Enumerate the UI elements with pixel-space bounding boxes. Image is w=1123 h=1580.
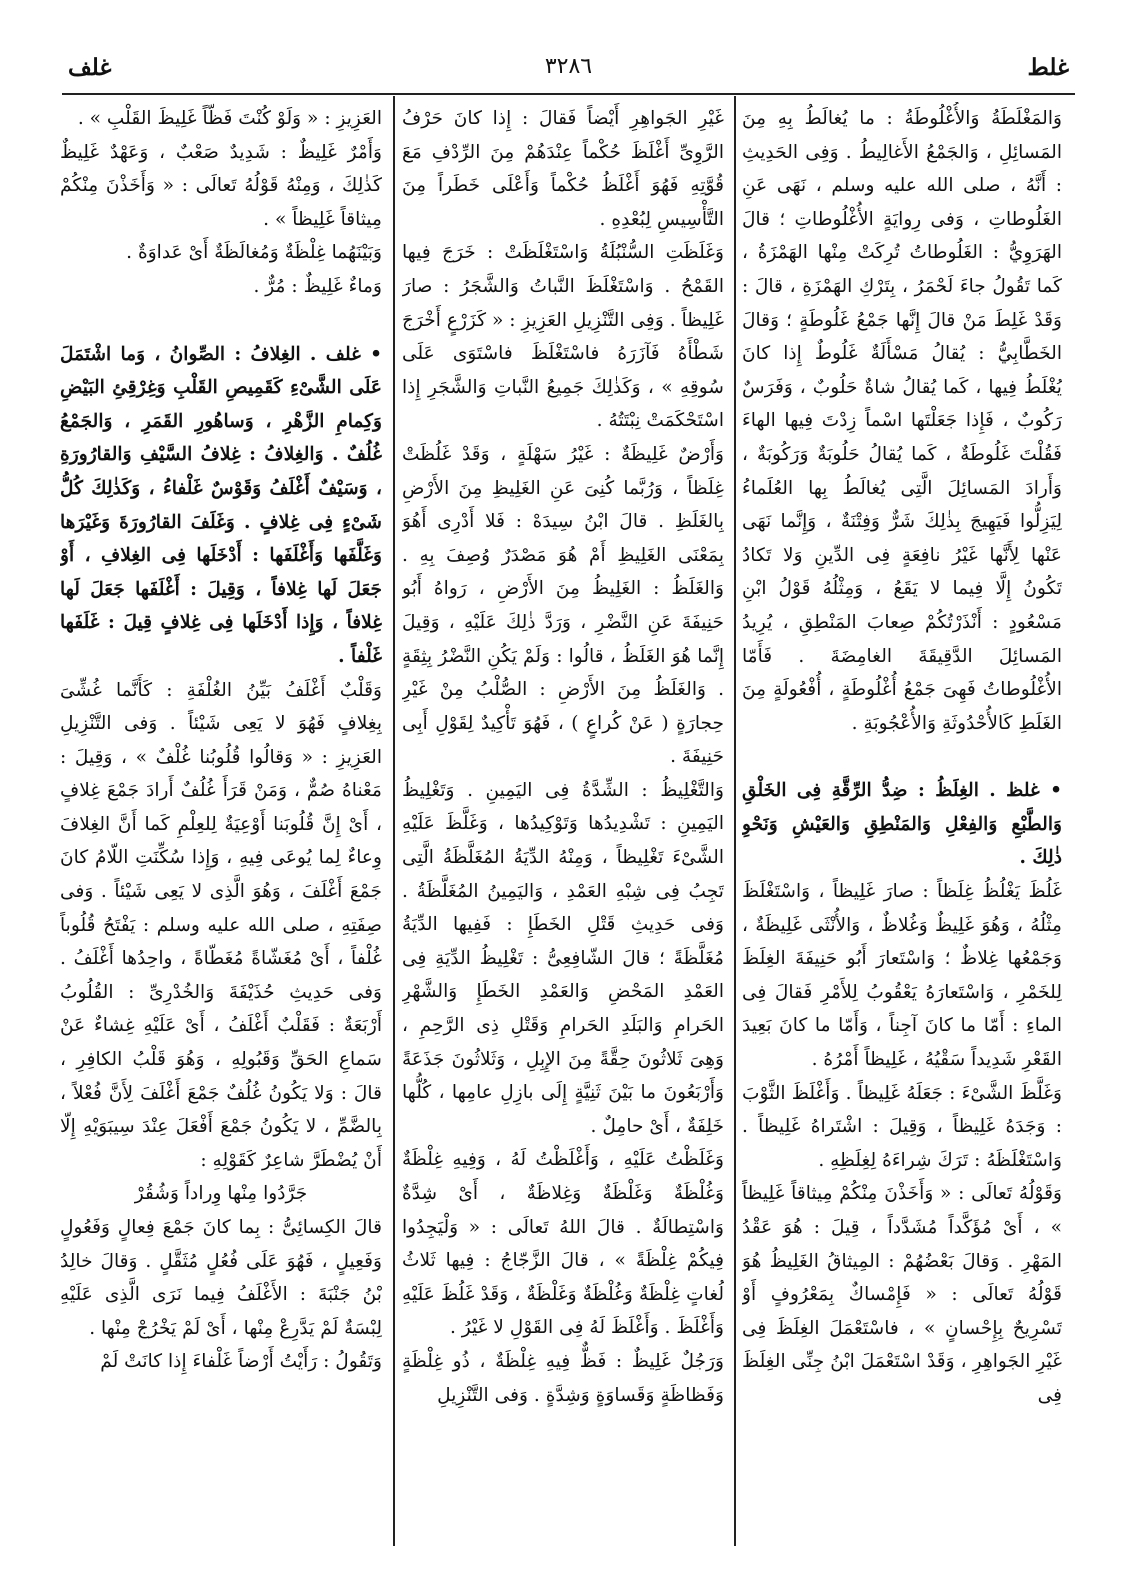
paragraph: وَماءٌ غَلِيظٌ : مُرٌّ . [253, 275, 382, 297]
running-headword-left: غلف [68, 54, 112, 81]
paragraph: وَغَلَظْتُ عَلَيْهِ ، وَأَغْلَظْتُ لَهُ ، وَفِيهِ غِلْظَةٌ وَغُلْظَةٌ وَغَلْظَةٌ وَغِلاظَةٌ ، أَىْ شِدَّةٌ وَاسْتِطالَةٌ . قالَ اللهُ تَعالَى : « وَلْيَجِدُوا فِيكُمْ غِلْظَةً » ، قالَ الزَّجّاجُ : فِيها ثَلاثُ لُغاتٍ غِلْظَةٌ وَغُلْظَةٌ وَغَلْظَةٌ ، وَقَدْ غَلُظَ عَلَيْهِ وَأَغْلَظَ . وَأَغْلَظَ لَهُ فِى القَوْلِ لا غَيْرُ . [402, 1149, 724, 1339]
paragraph: وَبَيْنَهُما غِلْظَةٌ وَمُغالَظَةٌ أَىْ عَداوَةٌ . [126, 242, 382, 264]
paragraph: غَلُظَ يَغْلُظُ غِلَظاً : صارَ غَلِيظاً ، وَاسْتَغْلَظَ مِثْلُهُ ، وَهُوَ غَلِيظٌ وَغُلاظٌ ، وَالأُنْثَى غَلِيظَةٌ ، وَجَمْعُها غِلاظٌ ؛ وَاسْتَعارَ أَبُو حَنِيفَةَ الغِلَظَ لِلخَمْرِ ، وَاسْتَعارَهُ يَعْقُوبُ لِلأَمْرِ فَقالَ فِى الماءِ : أَمّا ما كانَ آجِناً ، وَأَمّا ما كانَ بَعِيدَ القَعْرِ شَدِيداً سَقْيُهُ ، غَلِيظاً أَمْرُهُ . [742, 881, 1062, 1071]
paragraph: قالَ الكِسائِىُّ : بِما كانَ جَمْعَ فِعالٍ وَفَعُولٍ وَفَعِيلٍ ، فَهُوَ عَلَى فُعُلٍ مُثَقَّلٍ . وَقالَ خالِدُ بْنُ جَنْبَةَ : الأَغْلَفُ فِيما نَرَى الَّذِى عَلَيْهِ لِبْسَةٌ لَمْ يَدَّرِعْ مِنْها ، أَىْ لَمْ يَخْرُجْ مِنْها . [60, 1217, 382, 1339]
paragraph-gap [742, 740, 1062, 774]
column-middle [402, 102, 724, 1542]
page-number: ٣٢٨٦ [544, 54, 593, 79]
poetry-verse: جَرَّدُوا مِنْها وِراداً وَشُقُرْ [134, 1183, 308, 1205]
paragraph: وَغَلَظَتِ السُّنْبُلَةُ وَاسْتَغْلَظَتْ : خَرَجَ فِيها القَمْحُ . وَاسْتَغْلَظَ النَّباتُ وَالشَّجَرُ : صارَ غَلِيظاً . وَفِى التَّنْزِيلِ العَزِيزِ : « كَزَرْعٍ أَخْرَجَ شَطْأَهُ فَآزَرَهُ فاسْتَغْلَظَ فاسْتَوَى عَلَى سُوقِهِ » ، وَكَذٰلِكَ جَمِيعُ النَّباتِ وَالشَّجَرِ إِذا اسْتَحْكَمَتْ نِبْتَتُهُ . [402, 242, 724, 432]
entry-heading-paragraph: • غلف . الغِلافُ : الصِّوانُ ، وَما اشْتَمَلَ عَلَى الشَّىْءِ كَقَمِيصِ القَلْبِ وَغِرْقِئِ البَيْضِ وَكِمامِ الزَّهْرِ ، وَساهُورِ القَمَرِ ، وَالجَمْعُ غُلُفٌ . وَالغِلافُ : غِلافُ السَّيْفِ وَالقارُورَةِ ، وَسَيْفٌ أَغْلَفُ وَقَوْسٌ غَلْفاءُ ، وَكَذٰلِكَ كُلُّ شَىْءٍ فِى غِلافٍ . وَغَلَفَ القارُورَةَ وَغَيْرَها وَغَلَّفَها وَأَغْلَفَها : أَدْخَلَها فِى الغِلافِ ، أَوْ جَعَلَ لَها غِلافاً ، وَقِيلَ : أَغْلَفَها جَعَلَ لَها غِلافاً ، وَإِذا أَدْخَلَها فِى غِلافٍ قِيلَ : غَلَفَها غَلْفاً . [60, 343, 382, 667]
paragraph: وَقَوْلُهُ تَعالَى : « وَأَخَذْنَ مِنْكُمْ مِيثاقاً غَلِيظاً » ، أَىْ مُؤَكَّداً مُشَدَّداً ، قِيلَ : هُوَ عَقْدُ المَهْرِ . وَقالَ بَعْضُهُمْ : المِيثاقُ الغَلِيظُ هُوَ قَوْلُهُ تَعالَى : « فَإِمْساكٌ بِمَعْرُوفٍ أَوْ تَسْرِيحٌ بِإِحْسانٍ » ، فاسْتَعْمَلَ الغِلَظَ فِى غَيْرِ الجَواهِرِ ، وَقَدْ اسْتَعْمَلَ ابْنُ جِنِّى الغِلَظَ فِى [742, 1183, 1062, 1406]
paragraph: وَقَلْبٌ أَغْلَفُ بَيِّنُ الغُلْفَةِ : كَأَنَّما غُشِّىَ بِغِلافٍ فَهُوَ لا يَعِى شَيْئاً . وَفى التَّنْزِيلِ العَزِيزِ : « وَقالُوا قُلُوبُنا غُلْفٌ » ، وَقِيلَ : مَعْناهُ صُمٌّ ، وَمَنْ قَرَأَ غُلُفٌ أَرادَ جَمْعَ غِلافٍ ، أَىْ إِنَّ قُلُوبَنا أَوْعِيَةٌ لِلعِلْمِ كَما أَنَّ الغِلافَ وِعاءٌ لِما يُوعَى فِيهِ ، وَإِذا سُكِّنَتِ اللّامُ كانَ جَمْعَ أَغْلَفَ ، وَهُوَ الَّذِى لا يَعِى شَيْئاً . وَفى صِفَتِهِ ، صلى الله عليه وسلم : يَفْتَحُ قُلُوباً غُلْفاً ، أَىْ مُغَشّاةً مُغَطّاةً ، واحِدُها أَغْلَفُ . وَفى حَدِيثِ حُذَيْفَةَ وَالخُدْرِىِّ : القُلُوبُ أَرْبَعَةٌ : فَقَلْبٌ أَغْلَفُ ، أَىْ عَلَيْهِ غِشاءٌ عَنْ سَماعِ الحَقِّ وَقَبُولِهِ ، وَهُوَ قَلْبُ الكافِرِ ، قالَ : وَلا يَكُونُ غُلُفٌ جَمْعَ أَغْلَفَ لِأَنَّ فُعْلاً ، بِالضَّمِّ ، لا يَكُونُ جَمْعَ أَفْعَلَ عِنْدَ سِيبَوَيْهِ إِلّا أَنْ يُضْطَرَّ شاعِرٌ كَقَوْلِهِ : [60, 679, 382, 1171]
page-header [60, 50, 1077, 94]
paragraph: غَيْرِ الجَواهِرِ أَيْضاً فَقالَ : إِذا كانَ حَرْفُ الرَّوِىِّ أَغْلَظَ حُكْماً عِنْدَهُمْ مِنَ الرِّدْفِ مَعَ قُوَّتِهِ فَهُوَ أَغْلَظُ حُكْماً وَأَعْلَى خَطَراً مِنَ التَّأْسِيسِ لِبُعْدِهِ . [402, 108, 724, 230]
column-divider [734, 96, 736, 1546]
column-right [742, 102, 1062, 1542]
paragraph: وَالمَغْلَطَةُ وَالأُغْلُوطَةُ : ما يُغالَطُ بِهِ مِنَ المَسائِلِ ، وَالجَمْعُ الأَغالِيطُ . وَفِى الحَدِيثِ : أَنَّهُ ، صلى الله عليه وسلم ، نَهَى عَنِ الغَلُوطاتِ ، وَفى رِوايَةٍ الأُغْلُوطاتِ ؛ قالَ الهَرَوِيُّ : الغَلُوطاتُ تُرِكَتْ مِنْها الهَمْزَةُ ، كَما تَقُولُ جاءَ لَحْمَرُ ، بِتَرْكِ الهَمْزَةِ ، قالَ : وَقَدْ غَلِطَ مَنْ قالَ إِنَّها جَمْعُ غَلُوطَةٍ ؛ وَقالَ الخَطَّابِيُّ : يُقالُ مَسْأَلَةٌ غَلُوطٌ إِذا كانَ يُغْلَطُ فِيها ، كَما يُقالُ شاةٌ حَلُوبٌ ، وَفَرَسٌ رَكُوبٌ ، فَإِذا جَعَلْتَها اسْماً زِدْتَ فِيها الهاءَ فَقُلْتَ غَلُوطَةٌ ، كَما يُقالُ حَلُوبَةٌ وَرَكُوبَةٌ ، وَأَرادَ المَسائِلَ الَّتِى يُغالَطُ بِها العُلَماءُ لِيَزِلُّوا فَيَهِيجَ بِذٰلِكَ شَرٌّ وَفِتْنَةٌ ، وَإِنَّما نَهَى عَنْها لِأَنَّها غَيْرُ نافِعَةٍ فِى الدِّينِ وَلا تَكادُ تَكُونُ إِلَّا فِيما لا يَقَعُ ، وَمِثْلُهُ قَوْلُ ابْنِ مَسْعُودٍ : أَنْذَرْتُكُمْ صِعابَ المَنْطِقِ ، يُرِيدُ المَسائِلَ الدَّقِيقَةَ الغامِضَةَ . فَأَمّا الأُغْلُوطاتُ فَهِىَ جَمْعُ أُغْلُوطَةٍ ، أُفْعُولَةٍ مِنَ الغَلَطِ كَالأُحْدُوثَةِ وَالأُعْجُوبَةِ . [742, 108, 1062, 734]
paragraph: وَأَمْرٌ غَلِيظٌ : شَدِيدٌ صَعْبٌ ، وَعَهْدٌ غَلِيظٌ كَذٰلِكَ ، وَمِنْهُ قَوْلُهُ تَعالَى : « وَأَخَذْنَ مِنْكُمْ مِيثاقاً غَلِيظاً » . [60, 141, 382, 230]
header-rule [62, 93, 1075, 95]
paragraph-gap [60, 304, 382, 338]
paragraph: وَغَلَّظَ الشَّىْءَ : جَعَلَهُ غَلِيظاً . وَأَغْلَظَ الثَّوْبَ : وَجَدَهُ غَلِيظاً ، وَقِيلَ : اشْتَراهُ غَلِيظاً . وَاسْتَغْلَظَهُ : تَرَكَ شِراءَهُ لِغِلَظِهِ . [742, 1082, 1062, 1171]
paragraph: العَزِيزِ : « وَلَوْ كُنْتَ فَظّاً غَلِيظَ القَلْبِ » . [77, 108, 382, 129]
paragraph: وَتَقُولُ : رَأَيْتُ أَرْضاً غَلْفاءَ إِذا كانَتْ لَمْ [100, 1351, 382, 1373]
column-left [60, 102, 382, 1542]
paragraph: وَأَرْضٌ غَلِيظَةٌ : غَيْرُ سَهْلَةٍ ، وَقَدْ غَلُظَتْ غِلَظاً ، وَرُبَّما كُنِىَ عَنِ الغَلِيظِ مِنَ الأَرْضِ بِالغَلَظِ . قالَ ابْنُ سِيدَهْ : فَلا أَدْرِى أَهُوَ بِمَعْنَى الغَلِيظِ أَمْ هُوَ مَصْدَرٌ وُصِفَ بِهِ . وَالغَلَظُ : الغَلِيظُ مِنَ الأَرْضِ ، رَواهُ أَبُو حَنِيفَةَ عَنِ النَّضْرِ ، وَرَدَّ ذٰلِكَ عَلَيْهِ ، وَقِيلَ إِنَّما هُوَ الغَلَظُ ، قالُوا : وَلَمْ يَكُنِ النَّضْرُ بِثِقَةٍ . وَالغَلَظُ مِنَ الأَرْضِ : الصُّلْبُ مِنْ غَيْرِ حِجارَةٍ ( عَنْ كُراعٍ ) ، فَهُوَ تَأْكِيدٌ لِقَوْلِ أَبِى حَنِيفَةَ . [402, 443, 724, 768]
paragraph: وَالتَّغْلِيظُ : الشِّدَّةُ فِى اليَمِينِ . وَتَغْلِيظُ اليَمِينِ : تَشْدِيدُها وَتَوْكِيدُها ، وَغَلَّظَ عَلَيْهِ الشَّىْءَ تَغْلِيظاً ، وَمِنْهُ الدِّيَةُ المُغَلَّظَةُ الَّتِى تَجِبُ فِى شِبْهِ العَمْدِ ، وَاليَمِينُ المُغَلَّظَةُ . وَفى حَدِيثِ قَتْلِ الخَطَإِ : فَفِيها الدِّيَةُ مُغَلَّظَةً ؛ قالَ الشّافِعِىُّ : تَغْلِيظُ الدِّيَةِ فِى العَمْدِ المَحْضِ وَالعَمْدِ الخَطَإِ وَالشَّهْرِ الحَرامِ وَالبَلَدِ الحَرامِ وَقَتْلِ ذِى الرَّحِمِ ، وَهِىَ ثَلاثُونَ حِقَّةً مِنَ الإِبِلِ ، وَثَلاثُونَ جَذَعَةً وَأَرْبَعُونَ ما بَيْنَ ثَنِيَّةٍ إِلَى بازِلِ عامِها ، كُلُّها خَلِفَةٌ ، أَىْ حامِلٌ . [402, 779, 724, 1137]
paragraph: وَرَجُلٌ غَلِيظٌ : فَظٌّ فِيهِ غِلْظَةٌ ، ذُو غِلْظَةٍ وَفَظاظَةٍ وَقَساوَةٍ وَشِدَّةٍ . وَفى التَّنْزِيلِ [402, 1350, 724, 1406]
running-headword-right: غلط [1027, 54, 1069, 81]
column-divider [393, 96, 395, 1546]
entry-heading-paragraph: • غلظ . الغِلَظُ : ضِدُّ الرِّقَّةِ فِى الخَلْقِ وَالطَّبْعِ وَالفِعْلِ وَالمَنْطِقِ وَالعَيْشِ وَنَحْوِ ذٰلِكَ . [742, 780, 1062, 869]
